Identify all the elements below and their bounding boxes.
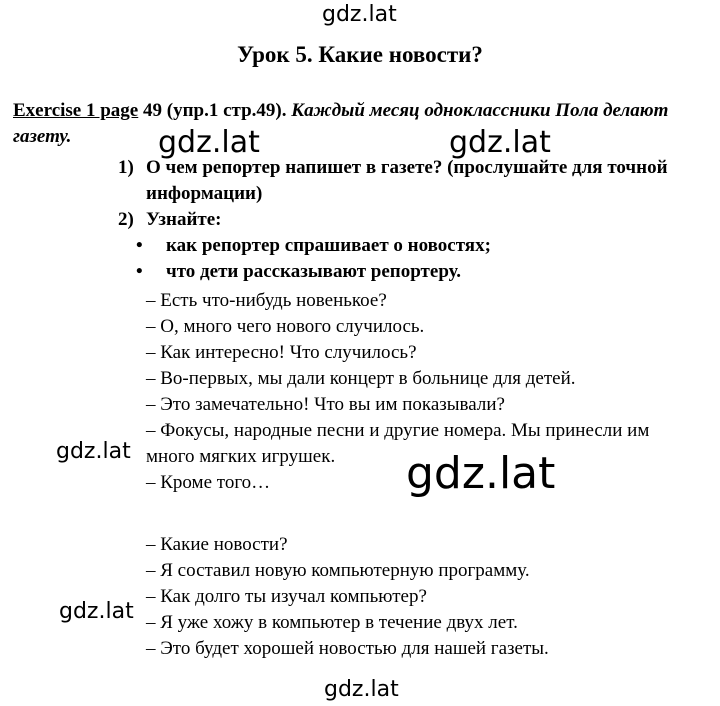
task-1-text: О чем репортер напишет в газете? (прослушайте для точной информации) (146, 157, 668, 204)
task-2-text: Узнайте: (146, 209, 222, 230)
exercise-instruction: Каждый месяц одноклассники Пола делают газету. (13, 100, 669, 147)
bullet-text: что дети рассказывают репортеру. (166, 261, 461, 282)
dialog-line: – Во-первых, мы дали концерт в больнице для детей. (146, 368, 576, 389)
task-1 (118, 155, 700, 207)
dialog-line: – Это замечательно! Что вы им показывали? (146, 394, 505, 415)
task-2-bullets (118, 233, 700, 285)
bullet-text: как репортер спрашивает о новостях; (166, 235, 491, 256)
page-title: Урок 5. Какие новости? (237, 42, 483, 67)
watermark-bottom: gdz.lat (324, 677, 399, 702)
exercise-intro (13, 98, 697, 150)
watermark-top: gdz.lat (322, 2, 397, 27)
task-2 (118, 207, 700, 233)
dialog-line: – Я уже хожу в компьютер в течение двух лет. (146, 612, 518, 633)
bullet-item (118, 233, 700, 259)
watermark-left: gdz.lat (158, 125, 260, 160)
exercise-reference-rest: 49 (упр.1 стр.49). (138, 100, 287, 121)
watermark-bottom-left: gdz.lat (59, 599, 134, 624)
dialog-line: – О, много чего нового случилось. (146, 316, 425, 337)
dialog-line: – Я составил новую компьютерную программу. (146, 560, 530, 581)
dialog-line: – Какие новости? (146, 534, 288, 555)
bullet-icon: • (136, 235, 143, 256)
dialog-line: – Это будет хорошей новостью для нашей газеты. (146, 638, 549, 659)
dialog-1 (146, 288, 701, 499)
dialog-line: – Как долго ты изучал компьютер? (146, 586, 427, 607)
watermark-mid-left: gdz.lat (56, 439, 131, 464)
task-list (118, 155, 700, 285)
dialog-line: – Как интересно! Что случилось? (146, 342, 417, 363)
dialog-line: – Есть что-нибудь новенькое? (146, 290, 387, 311)
bullet-item (118, 259, 700, 285)
task-2-number: 2) (118, 209, 134, 230)
dialog-line: – Фокусы, народные песни и другие номера. Мы принесли им много мягких игрушек. (146, 420, 650, 467)
dialog-line: – Кроме того… (146, 472, 271, 493)
watermark-large: gdz.lat (406, 448, 556, 499)
exercise-reference (13, 100, 286, 121)
watermark-right: gdz.lat (449, 125, 551, 160)
bullet-icon: • (136, 261, 143, 282)
exercise-reference-underlined: Exercise 1 page (13, 100, 139, 121)
dialog-2 (146, 532, 701, 662)
task-1-number: 1) (118, 157, 134, 178)
